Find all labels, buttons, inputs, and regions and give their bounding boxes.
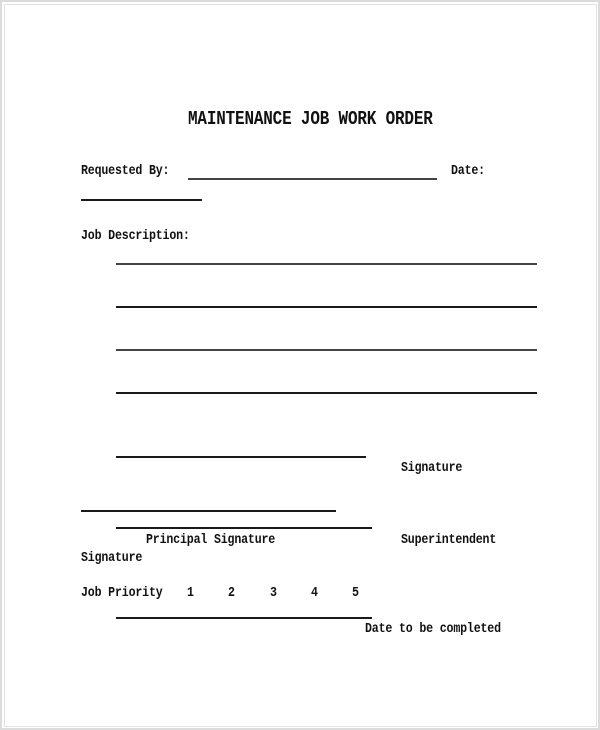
job-description-label: Job Description:: [81, 229, 190, 244]
job-description-line-3[interactable]: [116, 349, 537, 351]
requested-by-field[interactable]: [188, 178, 437, 180]
signature-line[interactable]: [116, 456, 366, 458]
job-priority-label: Job Priority: [81, 586, 163, 601]
job-description-line-4[interactable]: [116, 392, 537, 394]
signature-label: Signature: [401, 461, 463, 476]
page-border-top: [0, 0, 600, 2]
priority-option-5[interactable]: 5: [352, 586, 359, 601]
priority-option-2[interactable]: 2: [228, 586, 235, 601]
priority-option-3[interactable]: 3: [270, 586, 277, 601]
priority-option-1[interactable]: 1: [187, 586, 194, 601]
document-title: MAINTENANCE JOB WORK ORDER: [188, 108, 433, 130]
job-description-line-1[interactable]: [116, 263, 537, 265]
date-label: Date:: [451, 164, 485, 179]
job-description-line-2[interactable]: [116, 306, 537, 308]
date-to-be-completed-label: Date to be completed: [365, 622, 501, 637]
principal-signature-label: Principal Signature: [146, 533, 276, 548]
superintendent-signature-label: Signature: [81, 551, 143, 566]
superintendent-signature-line[interactable]: [116, 527, 372, 529]
requested-by-label: Requested By:: [81, 164, 170, 179]
principal-signature-line[interactable]: [81, 510, 336, 512]
page-border-left: [0, 0, 2, 730]
priority-option-4[interactable]: 4: [311, 586, 318, 601]
superintendent-label: Superintendent: [401, 533, 497, 548]
date-field[interactable]: [81, 199, 202, 201]
date-to-be-completed-line[interactable]: [116, 617, 372, 619]
